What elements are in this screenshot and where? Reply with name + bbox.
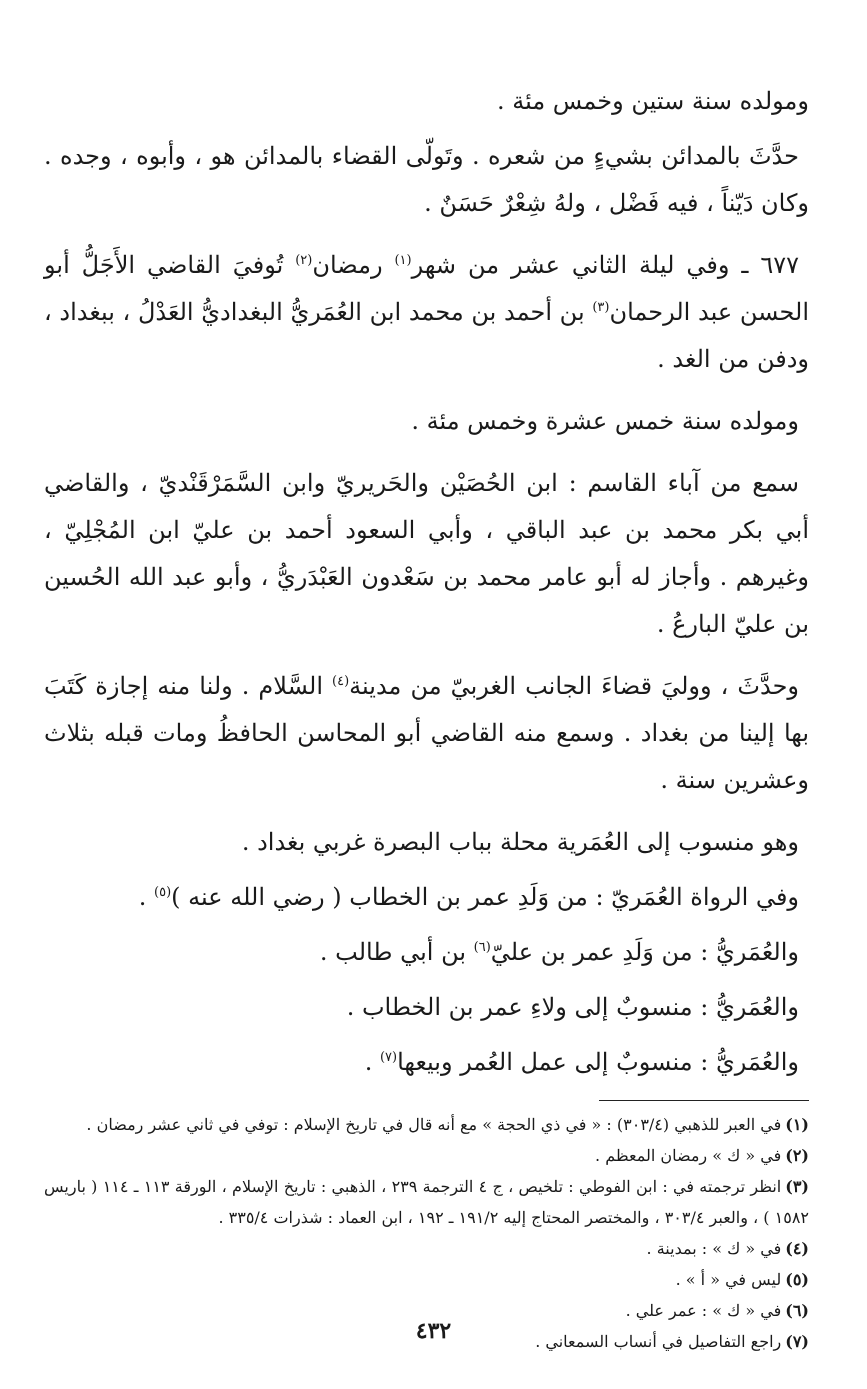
paragraph-text: .: [364, 1048, 380, 1076]
paragraph-narration: حدَّثَ بالمدائن بشيءٍ من شعره . وتَولّى القضاء بالمدائن هو ، وأبوه ، وجده . وكان دَيّناً ، فيه فَضْل ، ولهُ شِعْرٌ حَسَنٌ .: [44, 142, 809, 217]
footnote-text: في « ك » : بمدينة .: [646, 1239, 782, 1258]
entry-text: تُوفيَ القاضي الأَجَلُّ أبو الحسن عبد الرحمان: [44, 251, 809, 326]
paragraph-birth-515: ومولده سنة خمس عشرة وخمس مئة .: [411, 407, 799, 435]
footnote-text: في « ك » : عمر علي .: [625, 1301, 782, 1320]
footnote-ref-5: (٥): [154, 885, 172, 900]
paragraph-umari-4: [44, 1039, 809, 1086]
footnote-4: [44, 1233, 809, 1264]
paragraph-text: السَّلام . ولنا منه إجازة كَتَبَ بها إلينا من بغداد . وسمع منه القاضي أبو المحاسن الحافظُ ومات قبله بثلاث وعشرين سنة .: [44, 672, 809, 794]
footnote-ref-7: (٧): [379, 1050, 398, 1065]
paragraph-text: وفي الرواة العُمَريّ : من وَلَدِ عمر بن الخطاب ( رضي الله عنه ): [171, 883, 799, 911]
footnote-ref-3: (٣): [592, 300, 610, 315]
paragraph-text: والعُمَريُّ : من وَلَدِ عمر بن عليّ: [490, 938, 799, 966]
footnote-number: (٧): [785, 1332, 809, 1351]
footnote-number: (٣): [785, 1177, 809, 1196]
footnote-2: [44, 1140, 809, 1171]
paragraph-text: والعُمَريُّ : منسوبٌ إلى عمل العُمر وبيعها: [397, 1048, 799, 1076]
footnote-divider: [599, 1100, 809, 1101]
footnote-text: انظر ترجمته في : ابن الفوطي : تلخيص ، ج ٤ الترجمة ٢٣٩ ، الذهبي : تاريخ الإسلام ، الورقة ١١٣ ـ ١١٤ ( باريس ١٥٨٢ ) ، والعبر ٣٠٣/٤ ، والمختصر المحتاج إليه ١٩١/٢ ـ ١٩٢ ، ابن العماد : شذرات ٣٣٥/٤ .: [44, 1177, 809, 1227]
footnote-ref-1: (١): [394, 253, 412, 268]
paragraph-text: بن أبي طالب .: [319, 938, 474, 966]
footnote-1: [44, 1109, 809, 1140]
page-number: ٤٣٢: [415, 1318, 452, 1344]
entry-text: ٦٧٧ ـ وفي ليلة الثاني عشر من شهر: [411, 251, 799, 279]
footnote-text: ليس في « أ » .: [675, 1270, 782, 1289]
footnote-text: في العبر للذهبي (٣٠٣/٤) : « في ذي الحجة » مع أنه قال في تاريخ الإسلام : توفي في ثاني عشر رمضان .: [86, 1115, 782, 1134]
paragraph-judgeship: [44, 663, 809, 804]
footnote-number: (٥): [785, 1270, 809, 1289]
footnote-ref-2: (٢): [295, 253, 313, 268]
footnote-number: (٦): [785, 1301, 809, 1320]
paragraph-teachers: سمع من آباء القاسم : ابن الحُصَيْن والحَريريّ وابن السَّمَرْقَنْديّ ، والقاضي أبي بكر محمد بن عبد الباقي ، وأبي السعود أحمد بن عليّ ابن المُجْلِيّ ، وغيرهم . وأجاز له أبو عامر محمد بن سَعْدون العَبْدَريُّ ، وأبو عبد الله الحُسين بن عليّ البارعُ .: [44, 469, 810, 638]
entry-text: رمضان: [312, 251, 395, 279]
paragraph-umari-3: والعُمَريُّ : منسوبٌ إلى ولاءِ عمر بن الخطاب .: [346, 993, 799, 1021]
paragraph-umari-2: [44, 929, 809, 976]
paragraph-umari-1: [44, 874, 809, 921]
footnote-number: (١): [785, 1115, 809, 1134]
footnote-text: راجع التفاصيل في أنساب السمعاني .: [535, 1332, 782, 1351]
footnote-3: [44, 1171, 809, 1233]
footnote-5: [44, 1264, 809, 1295]
paragraph-text: .: [138, 883, 155, 911]
paragraph-nisba: وهو منسوب إلى العُمَرية محلة بباب البصرة غربي بغداد .: [241, 828, 799, 856]
entry-text: بن أحمد بن محمد ابن العُمَريُّ البغداديُّ العَدْلُ ، ببغداد ، ودفن من الغد .: [44, 298, 809, 373]
footnote-ref-4: (٤): [332, 674, 350, 689]
footnote-text: في « ك » رمضان المعظم .: [595, 1146, 782, 1165]
paragraph-entry-677: [44, 242, 809, 383]
footnote-ref-6: (٦): [473, 940, 491, 955]
paragraph-birth-560: ومولده سنة ستين وخمس مئة .: [496, 87, 809, 115]
footnote-number: (٤): [785, 1239, 809, 1258]
paragraph-text: وحدَّثَ ، ووليَ قضاءَ الجانب الغربيّ من مدينة: [349, 672, 800, 700]
footnote-number: (٢): [785, 1146, 809, 1165]
